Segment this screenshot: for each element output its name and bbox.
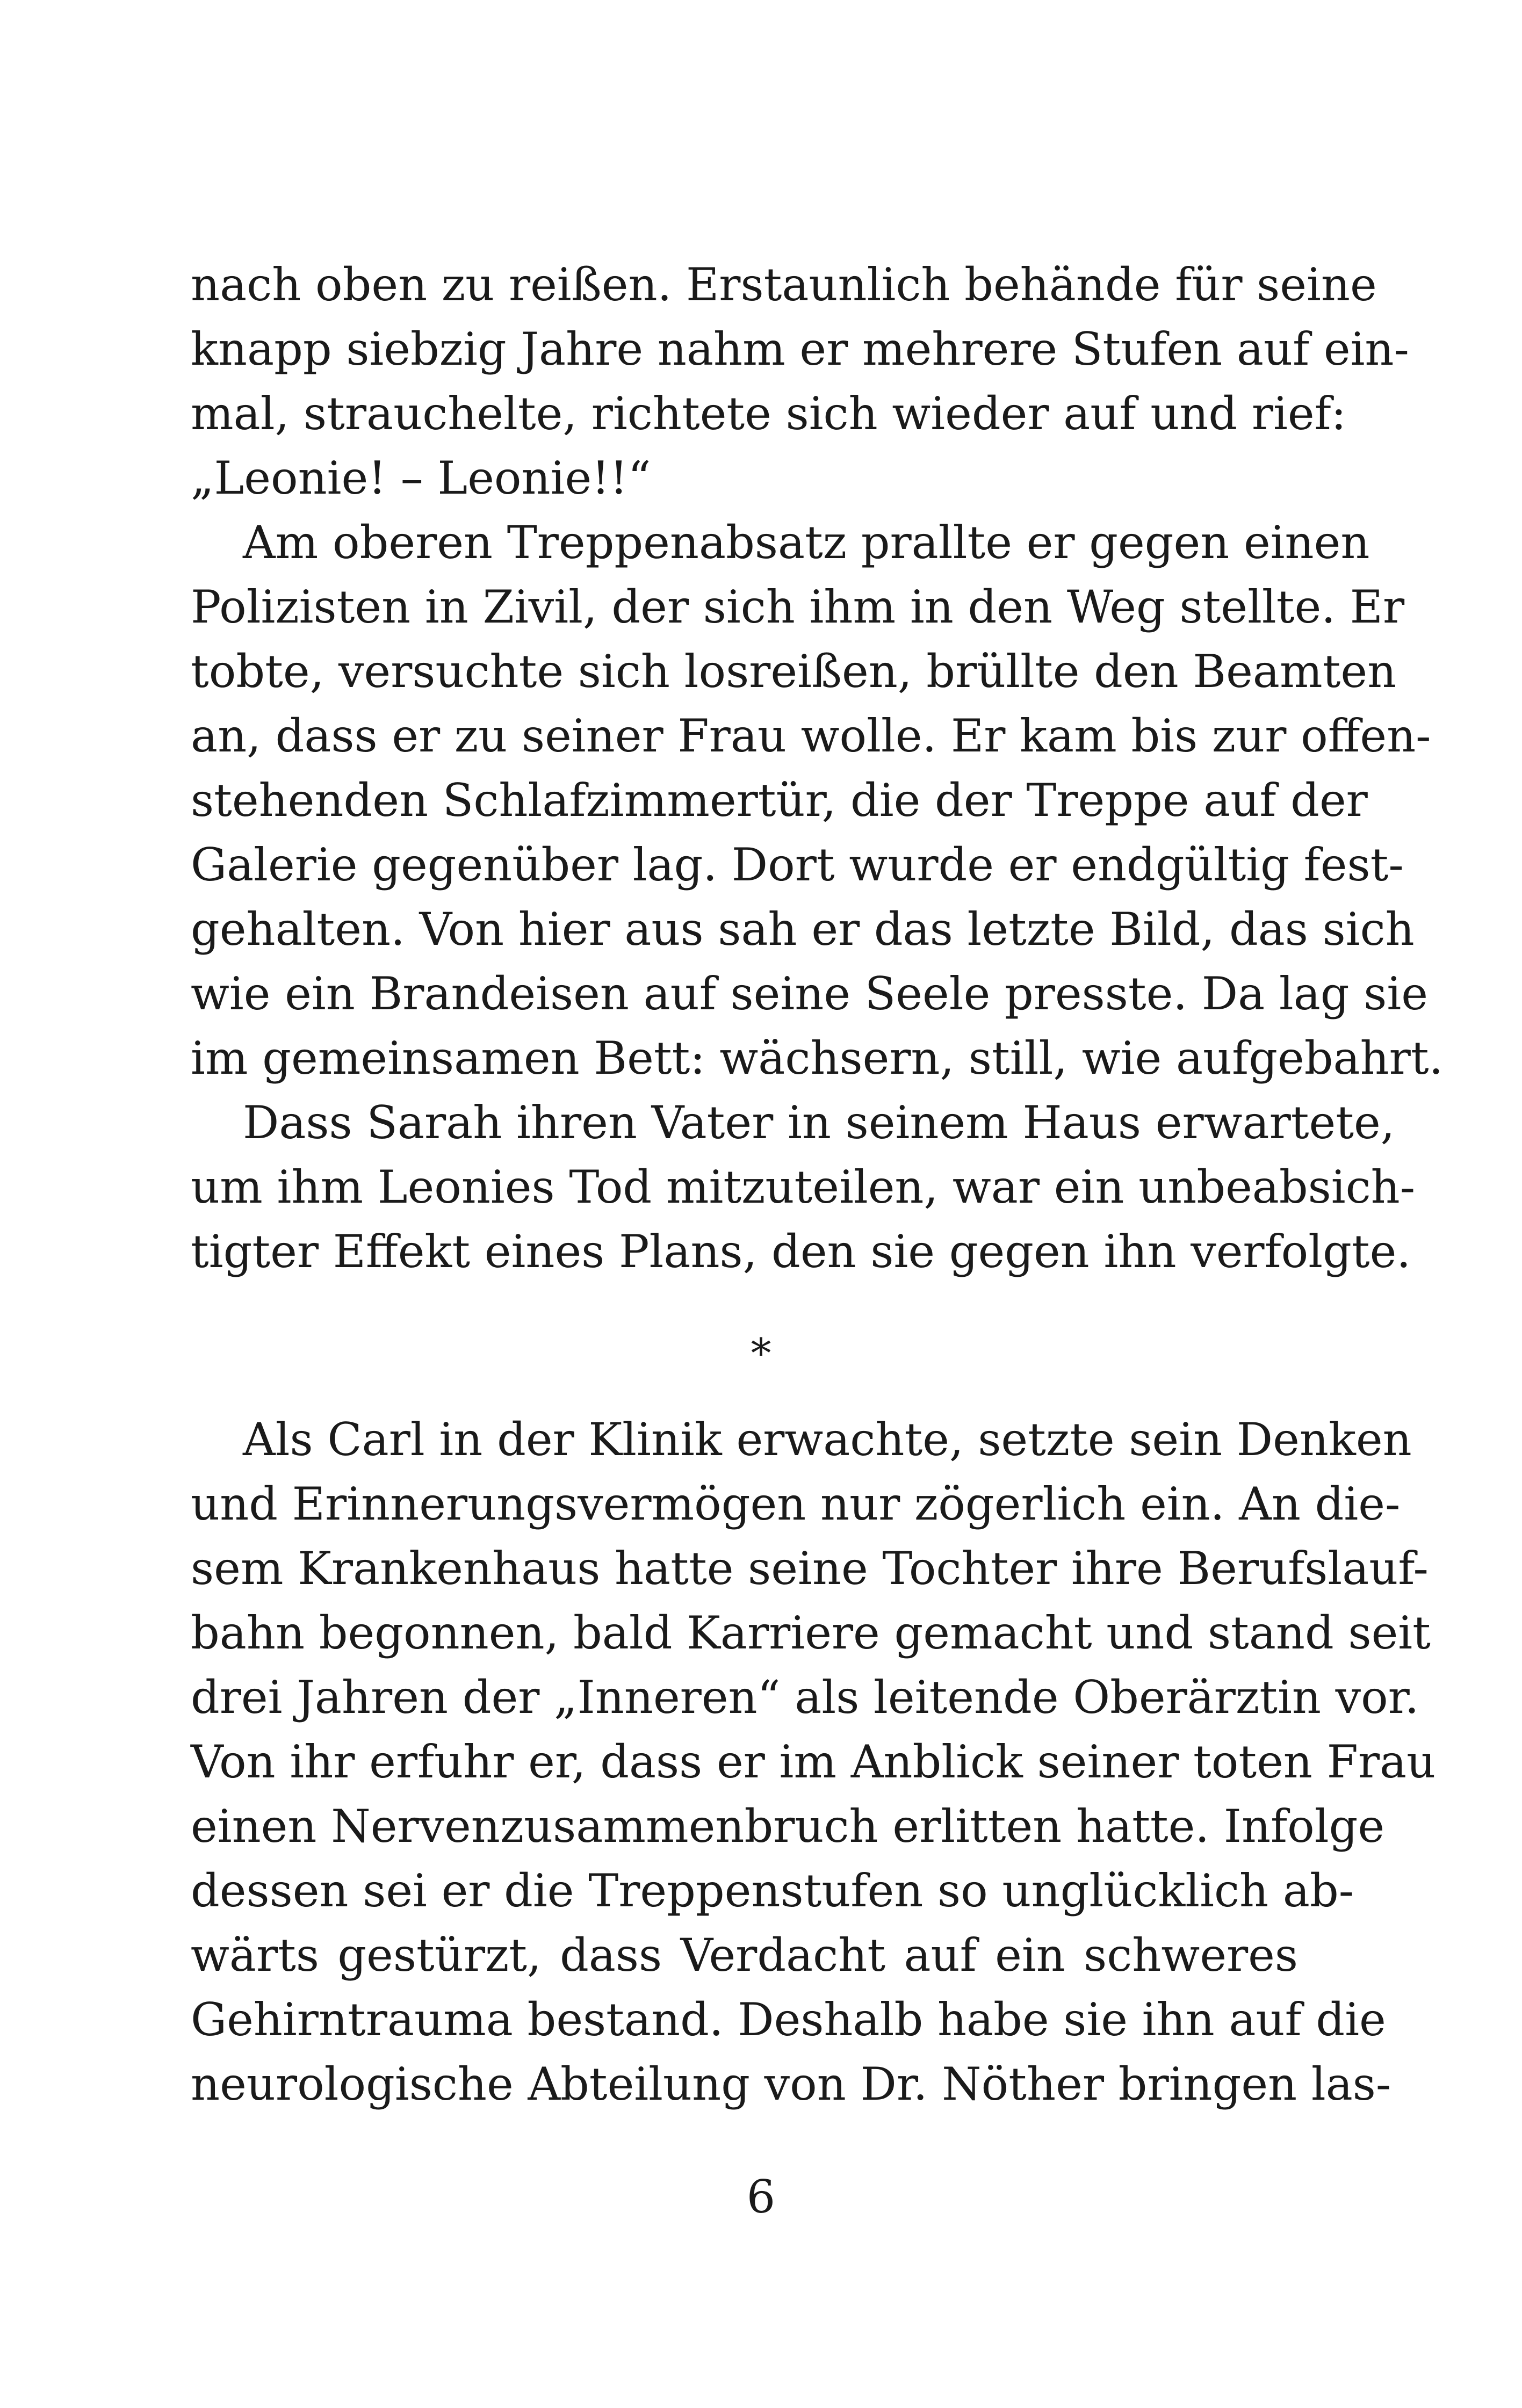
text-line: im gemeinsamen Bett: wächsern, still, wie aufgebahrt. — [191, 1032, 1444, 1084]
text-line: wärts gestürzt, dass Verdacht auf ein schweres — [191, 1929, 1298, 1982]
text-line: wie ein Brandeisen auf seine Seele presste. Da lag sie — [191, 967, 1428, 1020]
text-line: tobte, versuchte sich losreißen, brüllte den Beamten — [191, 645, 1397, 698]
text-line: Am oberen Treppenabsatz prallte er gegen einen — [243, 516, 1370, 569]
text-line: bahn begonnen, bald Karriere gemacht und stand seit — [191, 1607, 1431, 1659]
text-line: sem Krankenhaus hatte seine Tochter ihre Berufslauf- — [191, 1542, 1429, 1595]
text-line: Polizisten in Zivil, der sich ihm in den Weg stellte. Er — [191, 581, 1405, 633]
text-line: tigter Effekt eines Plans, den sie gegen ihn verfolgte. — [191, 1225, 1411, 1278]
text-line: gehalten. Von hier aus sah er das letzte Bild, das sich — [191, 903, 1415, 956]
text-line: um ihm Leonies Tod mitzuteilen, war ein unbeabsich- — [191, 1161, 1416, 1213]
text-line: stehenden Schlafzimmertür, die der Treppe auf der — [191, 774, 1368, 827]
text-line: Von ihr erfuhr er, dass er im Anblick seiner toten Frau — [191, 1736, 1436, 1788]
text-line: drei Jahren der „Inneren“ als leitende Oberärztin vor. — [191, 1671, 1419, 1724]
text-line: knapp siebzig Jahre nahm er mehrere Stufen auf ein- — [191, 323, 1409, 375]
text-line: neurologische Abteilung von Dr. Nöther bringen las- — [191, 2058, 1391, 2110]
text-line: Als Carl in der Klinik erwachte, setzte sein Denken — [243, 1413, 1412, 1466]
text-line: Galerie gegenüber lag. Dort wurde er endgültig fest- — [191, 838, 1404, 891]
text-line: mal, strauchelte, richtete sich wieder auf und rief: — [191, 387, 1346, 440]
text-line: dessen sei er die Treppenstufen so unglücklich ab- — [191, 1864, 1354, 1917]
text-line: „Leonie! – Leonie!!“ — [191, 452, 651, 504]
text-line: einen Nervenzusammenbruch erlitten hatte. Infolge — [191, 1800, 1385, 1853]
text-line: Gehirntrauma bestand. Deshalb habe sie ihn auf die — [191, 1993, 1386, 2046]
section-separator: * — [751, 1329, 771, 1377]
text-line: nach oben zu reißen. Erstaunlich behände für seine — [191, 258, 1377, 311]
text-line: Dass Sarah ihren Vater in seinem Haus erwartete, — [243, 1096, 1395, 1149]
text-line: und Erinnerungsvermögen nur zögerlich ein. An die- — [191, 1478, 1401, 1530]
text-line: an, dass er zu seiner Frau wolle. Er kam bis zur offen- — [191, 710, 1431, 762]
page-number: 6 — [746, 2171, 776, 2223]
